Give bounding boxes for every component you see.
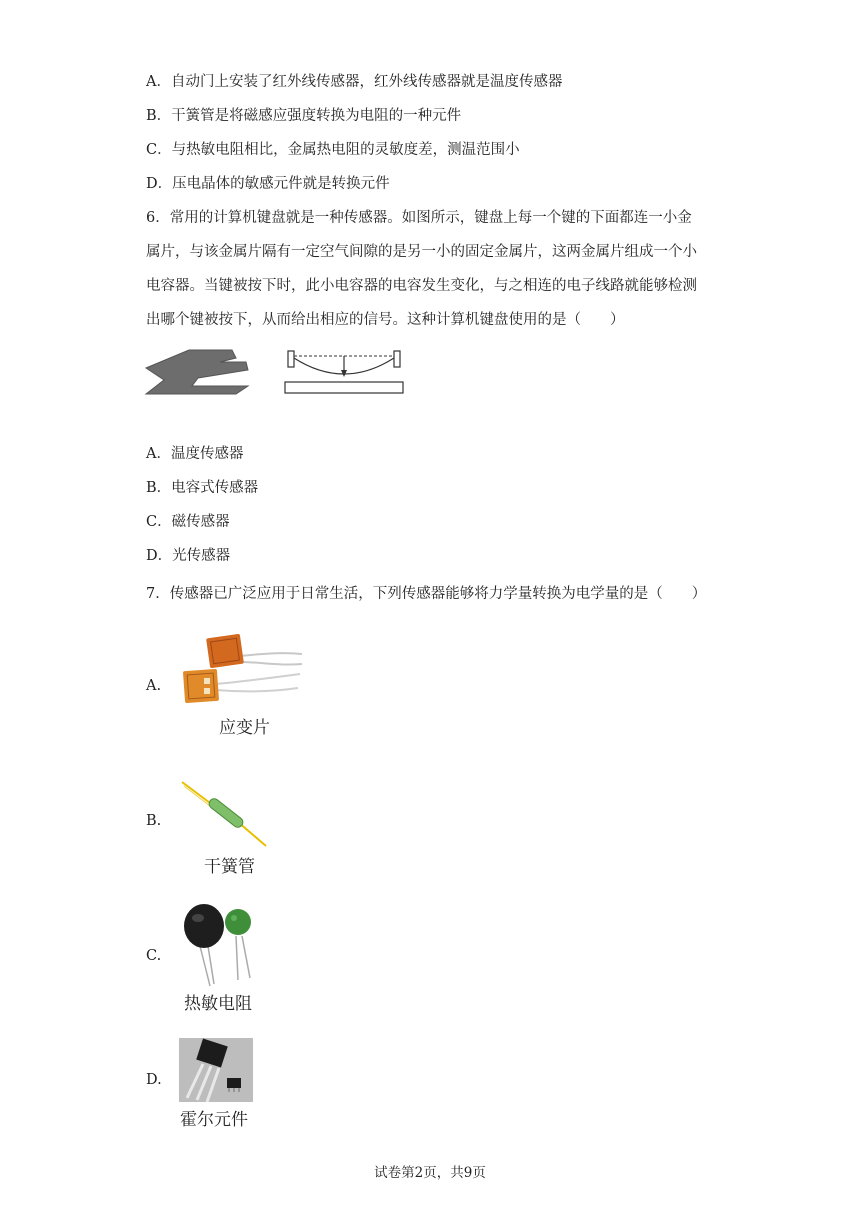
capacitor-diagram	[282, 346, 408, 398]
q6-stem-line-4: 出哪个键被按下，从而给出相应的信号。这种计算机键盘使用的是（ ）	[146, 312, 625, 328]
q7-option-a-label: A.	[146, 678, 162, 694]
q7-option-d-caption: 霍尔元件	[180, 1110, 248, 1130]
q7-option-a-caption: 应变片	[219, 718, 270, 738]
q7-option-b-caption: 干簧管	[204, 857, 255, 877]
hall-element-image	[179, 1038, 253, 1102]
q5-option-a: A．自动门上安装了红外线传感器，红外线传感器就是温度传感器	[146, 74, 563, 90]
q6-stem-line-2: 属片，与该金属片隔有一定空气间隙的是另一小的固定金属片，这两金属片组成一个小	[146, 244, 697, 260]
q6-option-a: A．温度传感器	[146, 446, 244, 462]
key-shape-figure	[144, 348, 254, 398]
left-post	[288, 351, 294, 367]
q5-option-c: C．与热敏电阻相比，金属热电阻的灵敏度差，测温范围小	[146, 142, 520, 158]
fixed-plate	[285, 382, 403, 393]
q7-option-b-label: B.	[146, 813, 162, 829]
q7-option-d-label: D.	[146, 1072, 162, 1088]
q5-option-d: D．压电晶体的敏感元件就是转换元件	[146, 176, 390, 192]
q6-stem-line-3: 电容器。当键被按下时，此小电容器的电容发生变化，与之相连的电子线路就能够检测	[146, 278, 697, 294]
q7-option-c-label: C.	[146, 948, 162, 964]
black-thermistor-disc	[184, 904, 224, 948]
q7-option-c-caption: 热敏电阻	[184, 994, 252, 1014]
strain-gauge-image	[180, 632, 304, 708]
key-shape	[146, 350, 248, 394]
reed-glass-tube	[207, 797, 245, 830]
hall-smd-chip	[227, 1078, 241, 1088]
page-footer: 试卷第2页，共9页	[374, 1165, 486, 1181]
q6-option-c: C．磁传感器	[146, 514, 230, 530]
right-post	[394, 351, 400, 367]
q5-option-b: B．干簧管是将磁感应强度转换为电阻的一种元件	[146, 108, 462, 124]
thermistor-image	[180, 902, 260, 988]
green-thermistor-disc	[225, 909, 251, 935]
q6-option-b: B．电容式传感器	[146, 480, 259, 496]
q6-option-d: D．光传感器	[146, 548, 231, 564]
reed-switch-image	[180, 780, 270, 848]
q6-stem-line-1: 6．常用的计算机键盘就是一种传感器。如图所示，键盘上每一个键的下面都连一小金	[146, 210, 692, 226]
q7-stem: 7．传感器已广泛应用于日常生活，下列传感器能够将力学量转换为电学量的是（ ）	[146, 586, 707, 602]
